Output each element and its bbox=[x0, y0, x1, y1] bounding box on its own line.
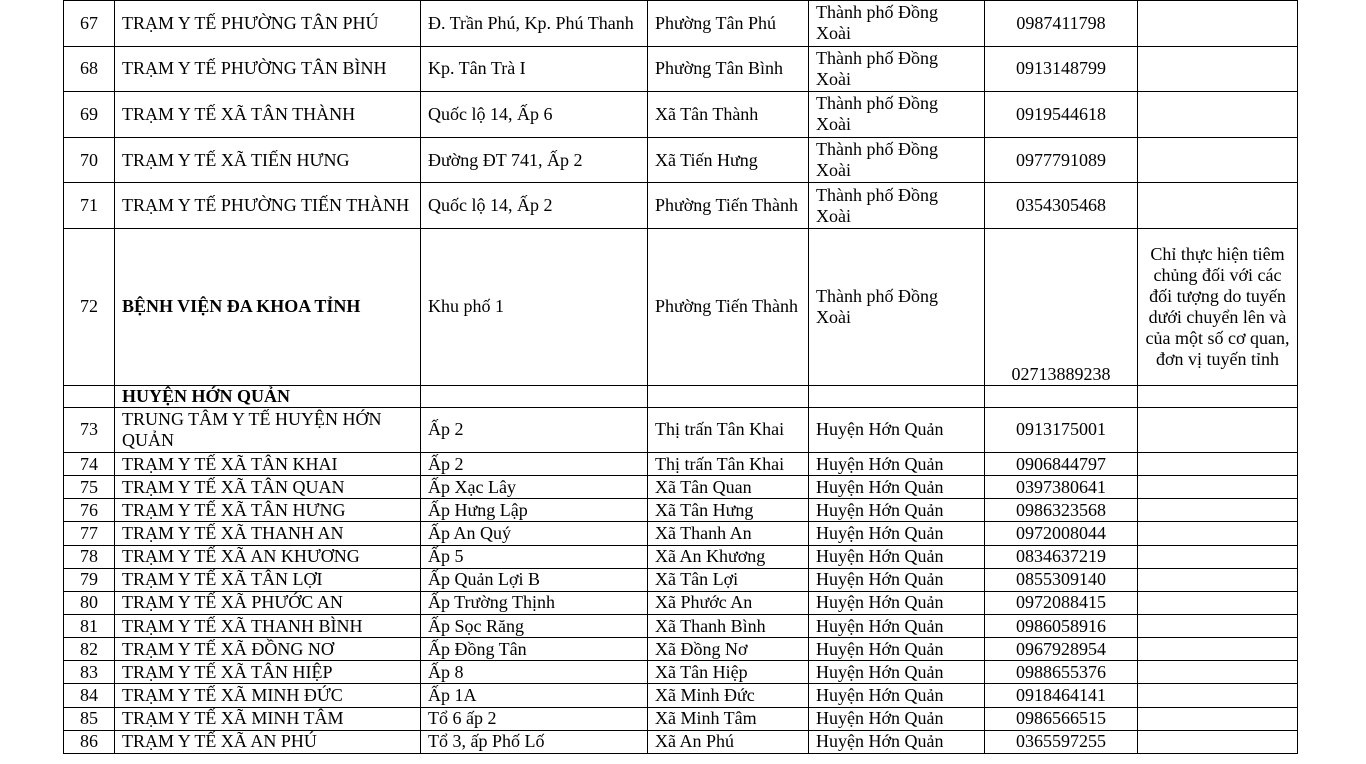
table-row bbox=[64, 684, 1298, 707]
note bbox=[1138, 568, 1298, 591]
phone: 0918464141 bbox=[985, 684, 1138, 707]
facility-name: TRẠM Y TẾ XÃ AN KHƯƠNG bbox=[115, 545, 421, 568]
row-number: 84 bbox=[64, 684, 115, 707]
facility-name: TRẠM Y TẾ PHƯỜNG TIẾN THÀNH bbox=[115, 183, 421, 229]
address: Ấp 1A bbox=[421, 684, 648, 707]
address: Tổ 6 ấp 2 bbox=[421, 707, 648, 730]
district: Huyện Hớn Quản bbox=[809, 522, 985, 545]
row-number: 86 bbox=[64, 730, 115, 753]
facility-name: TRẠM Y TẾ XÃ TÂN HIỆP bbox=[115, 661, 421, 684]
note bbox=[1138, 183, 1298, 229]
district: Huyện Hớn Quản bbox=[809, 545, 985, 568]
table-row-73 bbox=[64, 407, 1298, 452]
facility-name: TRẠM Y TẾ XÃ TÂN THÀNH bbox=[115, 92, 421, 138]
district: Huyện Hớn Quản bbox=[809, 661, 985, 684]
phone: 0397380641 bbox=[985, 476, 1138, 499]
ward: Xã An Khương bbox=[648, 545, 809, 568]
phone: 0855309140 bbox=[985, 568, 1138, 591]
facility-name: TRẠM Y TẾ XÃ AN PHÚ bbox=[115, 730, 421, 753]
row-number: 82 bbox=[64, 638, 115, 661]
address: Ấp Sọc Răng bbox=[421, 614, 648, 637]
row-number: 78 bbox=[64, 545, 115, 568]
address: Kp. Tân Trà I bbox=[421, 46, 648, 92]
district: Huyện Hớn Quản bbox=[809, 407, 985, 452]
district: Huyện Hớn Quản bbox=[809, 568, 985, 591]
note: Chỉ thực hiện tiêm chủng đối với các đối tượng do tuyến dưới chuyển lên và của một số cơ quan, đơn vị tuyến tỉnh bbox=[1138, 228, 1298, 385]
row-number: 83 bbox=[64, 661, 115, 684]
district: Huyện Hớn Quản bbox=[809, 638, 985, 661]
district: Huyện Hớn Quản bbox=[809, 684, 985, 707]
address: Khu phố 1 bbox=[421, 228, 648, 385]
note bbox=[1138, 638, 1298, 661]
row-number: 67 bbox=[64, 1, 115, 47]
facility-name: TRẠM Y TẾ XÃ TÂN HƯNG bbox=[115, 499, 421, 522]
facility-name: TRẠM Y TẾ XÃ MINH ĐỨC bbox=[115, 684, 421, 707]
phone: 0987411798 bbox=[985, 1, 1138, 47]
row-number: 74 bbox=[64, 452, 115, 475]
table-row bbox=[64, 499, 1298, 522]
empty-cell bbox=[421, 385, 648, 407]
ward: Xã Tân Hiệp bbox=[648, 661, 809, 684]
district: Thành phố Đồng Xoài bbox=[809, 228, 985, 385]
table-row bbox=[64, 476, 1298, 499]
section-header: HUYỆN HỚN QUẢN bbox=[115, 385, 421, 407]
district: Huyện Hớn Quản bbox=[809, 452, 985, 475]
district: Huyện Hớn Quản bbox=[809, 730, 985, 753]
ward: Xã Tân Lợi bbox=[648, 568, 809, 591]
ward: Xã Tân Hưng bbox=[648, 499, 809, 522]
table-row bbox=[64, 568, 1298, 591]
table-row bbox=[64, 661, 1298, 684]
phone: 0986058916 bbox=[985, 614, 1138, 637]
note bbox=[1138, 46, 1298, 92]
address: Tổ 3, ấp Phố Lố bbox=[421, 730, 648, 753]
table-row bbox=[64, 137, 1298, 183]
ward: Xã Thanh An bbox=[648, 522, 809, 545]
row-number: 77 bbox=[64, 522, 115, 545]
address: Ấp Hưng Lập bbox=[421, 499, 648, 522]
empty-cell bbox=[985, 385, 1138, 407]
ward: Phường Tiến Thành bbox=[648, 228, 809, 385]
table-body-72 bbox=[64, 228, 1298, 452]
facility-name: TRẠM Y TẾ PHƯỜNG TÂN PHÚ bbox=[115, 1, 421, 47]
table-row bbox=[64, 730, 1298, 753]
facility-name: TRẠM Y TẾ XÃ THANH BÌNH bbox=[115, 614, 421, 637]
note bbox=[1138, 1, 1298, 47]
table-row bbox=[64, 183, 1298, 229]
phone: 0977791089 bbox=[985, 137, 1138, 183]
phone: 0986323568 bbox=[985, 499, 1138, 522]
facility-name: TRẠM Y TẾ PHƯỜNG TÂN BÌNH bbox=[115, 46, 421, 92]
district: Huyện Hớn Quản bbox=[809, 707, 985, 730]
ward: Xã Minh Đức bbox=[648, 684, 809, 707]
ward: Xã Phước An bbox=[648, 591, 809, 614]
note bbox=[1138, 407, 1298, 452]
note bbox=[1138, 707, 1298, 730]
district: Huyện Hớn Quản bbox=[809, 499, 985, 522]
district: Thành phố Đồng Xoài bbox=[809, 92, 985, 138]
address: Quốc lộ 14, Ấp 2 bbox=[421, 183, 648, 229]
phone: 0913175001 bbox=[985, 407, 1138, 452]
phone: 0988655376 bbox=[985, 661, 1138, 684]
facility-name: TRẠM Y TẾ XÃ TIẾN HƯNG bbox=[115, 137, 421, 183]
table-body-bottom bbox=[64, 452, 1298, 753]
row-number: 68 bbox=[64, 46, 115, 92]
ward: Thị trấn Tân Khai bbox=[648, 407, 809, 452]
address: Đ. Trần Phú, Kp. Phú Thanh bbox=[421, 1, 648, 47]
ward: Xã Tân Quan bbox=[648, 476, 809, 499]
facility-name: TRẠM Y TẾ XÃ TÂN QUAN bbox=[115, 476, 421, 499]
address: Ấp 2 bbox=[421, 452, 648, 475]
note bbox=[1138, 452, 1298, 475]
phone: 0906844797 bbox=[985, 452, 1138, 475]
address: Ấp Đồng Tân bbox=[421, 638, 648, 661]
address: Ấp 2 bbox=[421, 407, 648, 452]
facility-name: TRẠM Y TẾ XÃ TÂN LỢI bbox=[115, 568, 421, 591]
phone: 0986566515 bbox=[985, 707, 1138, 730]
note bbox=[1138, 684, 1298, 707]
note bbox=[1138, 137, 1298, 183]
note bbox=[1138, 661, 1298, 684]
facility-name: TRẠM Y TẾ XÃ ĐỒNG NƠ bbox=[115, 638, 421, 661]
address: Ấp Xạc Lây bbox=[421, 476, 648, 499]
district: Thành phố Đồng Xoài bbox=[809, 137, 985, 183]
row-number: 72 bbox=[64, 228, 115, 385]
table-row bbox=[64, 1, 1298, 47]
phone: 0913148799 bbox=[985, 46, 1138, 92]
facility-name: TRUNG TÂM Y TẾ HUYỆN HỚN QUẢN bbox=[115, 407, 421, 452]
table-row bbox=[64, 707, 1298, 730]
ward: Thị trấn Tân Khai bbox=[648, 452, 809, 475]
row-number: 79 bbox=[64, 568, 115, 591]
ward: Phường Tân Phú bbox=[648, 1, 809, 47]
phone: 0354305468 bbox=[985, 183, 1138, 229]
phone: 0365597255 bbox=[985, 730, 1138, 753]
note bbox=[1138, 522, 1298, 545]
row-number: 69 bbox=[64, 92, 115, 138]
note bbox=[1138, 92, 1298, 138]
address: Ấp Trường Thịnh bbox=[421, 591, 648, 614]
row-number: 75 bbox=[64, 476, 115, 499]
address: Đường ĐT 741, Ấp 2 bbox=[421, 137, 648, 183]
address: Quốc lộ 14, Ấp 6 bbox=[421, 92, 648, 138]
table-row bbox=[64, 638, 1298, 661]
table-row bbox=[64, 46, 1298, 92]
district: Thành phố Đồng Xoài bbox=[809, 1, 985, 47]
empty-cell bbox=[809, 385, 985, 407]
facility-name: TRẠM Y TẾ XÃ MINH TÂM bbox=[115, 707, 421, 730]
row-number: 71 bbox=[64, 183, 115, 229]
facility-name: TRẠM Y TẾ XÃ THANH AN bbox=[115, 522, 421, 545]
row-number: 70 bbox=[64, 137, 115, 183]
empty-cell bbox=[648, 385, 809, 407]
phone: 0967928954 bbox=[985, 638, 1138, 661]
table-row bbox=[64, 92, 1298, 138]
ward: Phường Tân Bình bbox=[648, 46, 809, 92]
phone: 02713889238 bbox=[985, 228, 1138, 385]
district: Thành phố Đồng Xoài bbox=[809, 183, 985, 229]
ward: Xã An Phú bbox=[648, 730, 809, 753]
phone: 0834637219 bbox=[985, 545, 1138, 568]
table-row bbox=[64, 452, 1298, 475]
row-number: 81 bbox=[64, 614, 115, 637]
note bbox=[1138, 591, 1298, 614]
row-number: 76 bbox=[64, 499, 115, 522]
row-number: 85 bbox=[64, 707, 115, 730]
row-number: 80 bbox=[64, 591, 115, 614]
ward: Xã Đồng Nơ bbox=[648, 638, 809, 661]
ward: Xã Tiến Hưng bbox=[648, 137, 809, 183]
facility-name: TRẠM Y TẾ XÃ TÂN KHAI bbox=[115, 452, 421, 475]
address: Ấp An Quý bbox=[421, 522, 648, 545]
row-number: 73 bbox=[64, 407, 115, 452]
note bbox=[1138, 614, 1298, 637]
ward: Xã Thanh Bình bbox=[648, 614, 809, 637]
table-row bbox=[64, 591, 1298, 614]
note bbox=[1138, 545, 1298, 568]
ward: Xã Minh Tâm bbox=[648, 707, 809, 730]
district: Thành phố Đồng Xoài bbox=[809, 46, 985, 92]
facility-table bbox=[63, 0, 1298, 754]
facility-name: BỆNH VIỆN ĐA KHOA TỈNH bbox=[115, 228, 421, 385]
table-body-top bbox=[64, 1, 1298, 229]
section-header-row bbox=[64, 385, 1298, 407]
district: Huyện Hớn Quản bbox=[809, 476, 985, 499]
table-row bbox=[64, 545, 1298, 568]
note bbox=[1138, 476, 1298, 499]
phone: 0919544618 bbox=[985, 92, 1138, 138]
table-row-72 bbox=[64, 228, 1298, 385]
phone: 0972088415 bbox=[985, 591, 1138, 614]
table-row bbox=[64, 522, 1298, 545]
address: Ấp 8 bbox=[421, 661, 648, 684]
address: Ấp Quản Lợi B bbox=[421, 568, 648, 591]
district: Huyện Hớn Quản bbox=[809, 614, 985, 637]
district: Huyện Hớn Quản bbox=[809, 591, 985, 614]
empty-cell bbox=[1138, 385, 1298, 407]
ward: Xã Tân Thành bbox=[648, 92, 809, 138]
facility-name: TRẠM Y TẾ XÃ PHƯỚC AN bbox=[115, 591, 421, 614]
empty-cell bbox=[64, 385, 115, 407]
address: Ấp 5 bbox=[421, 545, 648, 568]
table-row bbox=[64, 614, 1298, 637]
ward: Phường Tiến Thành bbox=[648, 183, 809, 229]
phone: 0972008044 bbox=[985, 522, 1138, 545]
note bbox=[1138, 730, 1298, 753]
note bbox=[1138, 499, 1298, 522]
